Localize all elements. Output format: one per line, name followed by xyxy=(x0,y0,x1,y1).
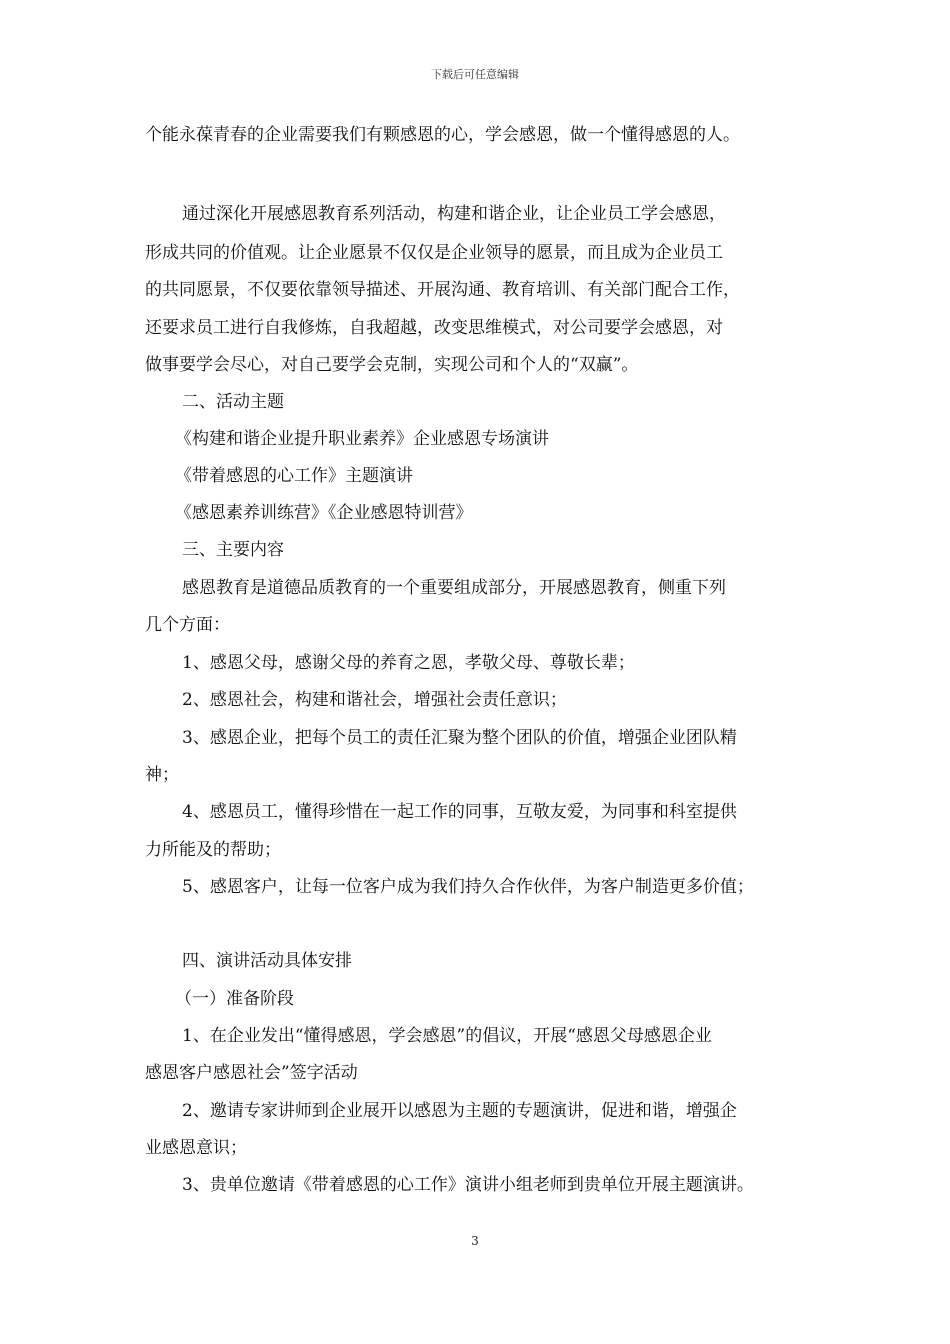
paragraph-line: 通过深化开展感恩教育系列活动，构建和谐企业，让企业员工学会感恩， xyxy=(182,204,726,224)
section-heading: 四、演讲活动具体安排 xyxy=(182,951,352,971)
paragraph-line: 做事要学会尽心，对自己要学会克制，实现公司和个人的“双赢”。 xyxy=(145,355,639,375)
list-item: 感恩客户感恩社会”签字活动 xyxy=(145,1063,358,1083)
page-number: 3 xyxy=(471,1234,479,1248)
list-item: 《构建和谐企业提升职业素养》企业感恩专场演讲 xyxy=(175,429,549,449)
list-item: 5、感恩客户，让每一位客户成为我们持久合作伙伴，为客户制造更多价值； xyxy=(182,877,754,897)
list-item: 4、感恩员工，懂得珍惜在一起工作的同事，互敬友爱，为同事和科室提供 xyxy=(182,802,737,822)
list-item: 2、邀请专家讲师到企业展开以感恩为主题的专题演讲，促进和谐，增强企 xyxy=(182,1101,737,1121)
list-item: 1、感恩父母，感谢父母的养育之恩，孝敬父母、尊敬长辈； xyxy=(182,653,635,673)
list-item: 力所能及的帮助； xyxy=(145,840,281,860)
list-item: 3、贵单位邀请《带着感恩的心工作》演讲小组老师到贵单位开展主题演讲。 xyxy=(182,1175,754,1195)
paragraph-line: 几个方面： xyxy=(145,615,230,635)
paragraph-line: 形成共同的价值观。让企业愿景不仅仅是企业领导的愿景，而且成为企业员工 xyxy=(145,243,723,263)
section-heading: 二、活动主题 xyxy=(182,392,284,412)
list-item: 《感恩素养训练营》《企业感恩特训营》 xyxy=(175,503,473,523)
list-item: 2、感恩社会，构建和谐社会，增强社会责任意识； xyxy=(182,690,567,710)
paragraph-line: 还要求员工进行自我修炼，自我超越，改变思维模式，对公司要学会感恩，对 xyxy=(145,318,723,338)
list-item: 《带着感恩的心工作》主题演讲 xyxy=(175,466,413,486)
list-item: 1、在企业发出“懂得感恩，学会感恩”的倡议，开展“感恩父母感恩企业 xyxy=(182,1026,712,1046)
list-item: 3、感恩企业，把每个员工的责任汇聚为整个团队的价值，增强企业团队精 xyxy=(182,728,737,748)
paragraph-line: 个能永葆青春的企业需要我们有颗感恩的心，学会感恩，做一个懂得感恩的人。 xyxy=(145,125,740,145)
page-header: 下载后可任意编辑 xyxy=(431,68,519,81)
list-item: 神； xyxy=(145,765,179,785)
subsection-heading: （一）准备阶段 xyxy=(175,989,294,1009)
list-item: 业感恩意识； xyxy=(145,1138,247,1158)
section-heading: 三、主要内容 xyxy=(182,540,284,560)
paragraph-line: 的共同愿景，不仅要依靠领导描述、开展沟通、教育培训、有关部门配合工作， xyxy=(145,280,740,300)
paragraph-line: 感恩教育是道德品质教育的一个重要组成部分，开展感恩教育，侧重下列 xyxy=(182,578,726,598)
